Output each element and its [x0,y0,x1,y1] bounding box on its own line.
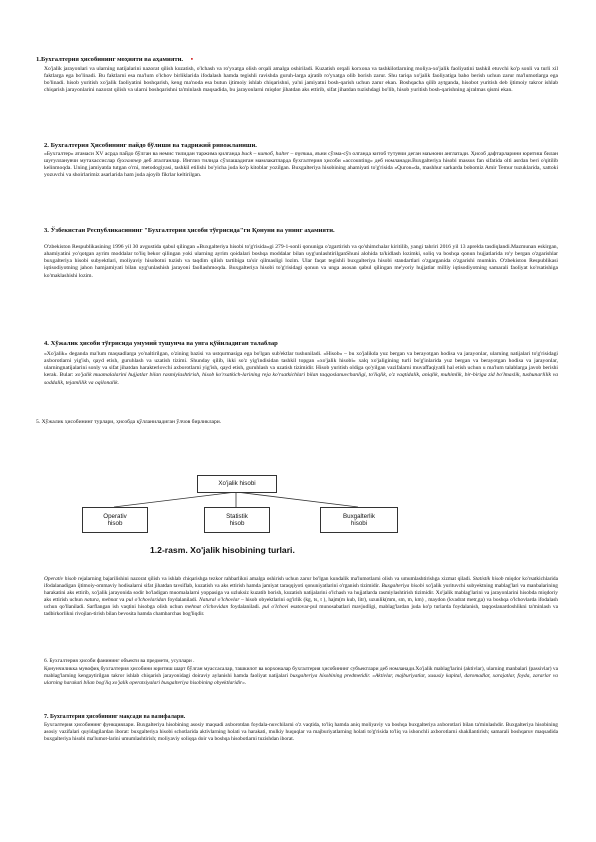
diagram-box-buxgalterlik-line1: Buxgalterlik [343,512,375,520]
section-6-body [44,666,558,687]
section-5-title: 5. Хўжалик ҳисобининг турлари, ҳисобда қўлланиладиган ўлчов бирликлари. [36,419,222,425]
term-natural: Natural o'lchovlar [199,596,240,603]
section-2-text-3: деб аталганлар. Инглиз тилида сўзлашадиган мамлакатларда бухгалтерия ҳисоби «accounting» деб номланади.Buxgalteriya hisobi massus fan sifatida olti asrdan beri o'qitilib kelinmoqda. Uning jamiyatda tutgan o'rni, metodogiyasi, tashkil etilishi bo'yicha juda ko'p kitoblar yozilgan. Buxgalteriya hisobining ahamiyati to'g'risida «Quron»da, mashhur sarkarda bobomiz Amir Temur tuzuklarida, xattoki yozuvchi va shoirlarimiz asarlarida ham juda ajoyib fikrlar keltirilgan. [44,158,559,179]
section-2-text-2: яъни сўзма-сўз олганда китоб тутувчи деган маънони англатади. Ҳисоб дафтарларини юритиш билан шуғулланувчи мутахассислар [44,151,558,165]
term-pul: pul o'lchovi [262,603,289,610]
section-5-text-7: foydalaniladi. [228,603,263,610]
section-5-text-4: va [117,596,127,603]
section-1-title-text: 1.Бухгалтерия ҳисобининг моҳияти ва аҳамияти. [36,56,184,63]
section-5-text-1: rejalarning bajarilishini nazorat qilish va ishlab chiqarishga tezkor rahbarlikni amalga oshirish uchun zarur bo'lgan kundalik ma'lumotlarni olish va umumlashtirishga xizmat qiladi. [76,576,473,582]
section-4-title: 4. Хўжалик ҳисоби тўғрисида умумий тушунча ва унга қўйиладиган талаблар [44,340,278,347]
section-5-body [44,576,558,617]
term-pul-olchovlari: pul o'lchovlaridan [126,596,167,603]
diagram-caption: 1.2-rasm. Xo'jalik hisobining turlari. [150,545,295,555]
section-4-text: «Xo'jalik» deganda ma'lum maqsadlarga yo'naltirilgan, o'zining bazisi va ustqurmasiga ega bo'lgan sub'ektlar tushuniladi. «Hisob» – bu xo'jalikda yuz bergan va berayotgan hodisa va jarayonlar, ularning natijalari to'g'risidagi axborotlarni yig'ish, qayd etish, guruhlash va uzatish tizimi. Shunday qilib, ikki so'z yig'indisidan tashkil topgan «xo'jalik hisobi» xalq xo'jaligining turli bo'g'inlarida yuz bergan va berayotgan hodisa va jarayonlar, ularningnatijalarini sonly va sifat jihatdan harakterlovchi axborotlarni yig'ish, qayd etish, guruhlash va uzatish tizimidir. Hisob yuritish oldiga qo'yilgan vazifalarni muvaffaqiyatli hal etish uchun u ma'lum talablarga javob berishi kerak. Bular: [44,351,558,379]
diagram-box-root [197,475,277,493]
term-buxgalteriya: Buxgalteriya hisobi [381,582,425,589]
section-4-text-italic: xo'jalik muamalalarini hujjatlar bilan rasmiylashtirish, hisob ko'rsatkich-larining reja ko'rsatkichlari bilan taqqoslanuvchanligi, to'liqlik, o'z vaqtidalik, aniqlik, muhimlik, bir-biriga zid bo'lmaslik, tushunarlilik va soddalik, tejamlilik va oqilonalik. [44,372,558,386]
section-1-body: Xo'jalik jarayonlari va ularning natijalarini nazorat qilish kuzatish, o'lchash va ro'yxatga olish orqali amalga oshiriladi. Kuzatish orqali korxona va tashkilotlarning moliya-xo'jalik faoliyatini tashkil etuvchi ko'p sonli va turli xil faktlarga ega bo'linadi. Bu faktlarni esa ma'lum o'lchov birliklarida ifodalash hamda tegishli ravishda guruh-larga ajratib ro'yxatga olib borish zarur. Shu tariqa xo'jalik faoliyatiga baho berish uchun zarur ma'lumotlarga ega bo'linadi. hisob yuritish xo'jalik faoliyatini boshqarish, keng ma'noda esa butun ijtimoiy ishlab chiqarishni, ya'ni jamiyatni bosh-qarish uchun zarur ekan. Boshqacha qilib aytganda, hisobot yuritish deb ijtimoiy takror ishlab chiqarish jarayonlarini nazorat qilish va ularni boshqarishni ta'minlash maqsadida, bu jarayonlarni miqdor jihatdan aks ettirib, sifat jihatdan tuzishdagi bo'lib, hisob yuritish bosh-qarishning ajralmas qismi ekan. [44,66,558,94]
section-2-title: 2. Бухгалтерия Ҳисобининг пайдо бўлиши ва тадрижий ривожланиши. [44,142,257,149]
section-2-text-italic-1: buck – китоб, halter – тутиш, [239,151,314,157]
section-5-text-5: foydalaniladi. [166,596,200,603]
section-3-body: O'zbekiston Respublikasining 1996 yil 30 avgustida qabul qilingan «Buxgalteriya hisobi to'g'risida»gi 279-1-sonli qonuniga o'zgartirish va qo'shimchalar kiritilib, yangi tahriri 2016 yil 13 aprelda tasdiqlandi.Mazmunan eskirgan, ahamiyatini yo'qotgan ayrim moddalar to'liq bekor qilingan yoki ularning ayrim qoidalari boshqa moddalar bilan uyg'unlashtirilganShuni alohida ta'kidlash lozimki, soliq va boshqa qonun hujjatlarida ro'y bergan o'zgarishlar buxgalteriya hisobi subyektlari, moliyaviy hisobotni tuzish va taqdim qilish tartibiga ta'sir qilmasligi lozim. Ular faqat tegishli buxgalteriya hisobi standartlari o'zgarganida o'zgarishi mumkin. O'zbekiston Respublikasi iqtisodiyotning jahon hamjamiyati bilan uyg'unlashish jarayoni faollashmoqda. Buxgalteriya hisobi to'g'risidagi qonun va unga asosan qabul qilingan me'yoriy hujjatlar milliy iqtisodiyotning samarali faoliyat ko'rsatishiga ko'maklashishi lozim. [44,244,558,279]
section-6-text: Қонунчиликка мувофиқ бухгалтерия ҳисобини юритиш шарт бўлган муассасалар, ташкилот ва корхоналар бухгалтерия ҳисобининг субъектлари деб номланади.Xo'jalik mablag'larini (aktivlar), ularning manbalari (passivlar) va mablag'larning kengaytirilgan takror ishlab chiqarish jarayonidagi doiraviy aylanishi hamda faoliyat natijalari [44,666,558,679]
diagram-box-statistik-line2: hisob [229,520,245,527]
section-5-text-3: xo'jalik yurituvchi subyektning mablag'lari va manbalarining harakatini aks ettirib, xo'jalik jarayonida sodir bo'ladigan muomalalarni yoppasiga va uzluksiz kuzatib borish, kuzatish natijalarini o'lchash va hujjatlarda rasmiylashtirish tizimidir. Xo'jalik mablag'larini va jarayonlarini hisobda miqdoriy aks ettirish uchun [44,582,558,603]
diagram-box-operativ-line1: Operativ [103,512,127,520]
section-5-text-8: esatovar-pul munosabatlari mavjudligi, mablag'lardan juda ko'p turlarda foydalanish, taqqoslanardoshlikni ta'minlash va tadbirkorlikni rivojlan-tirish bilan bevosita hamda chambarchas bog'liqdir. [44,603,558,617]
diagram-box-operativ [82,507,148,533]
section-2-text-italic-2: бухгалтер [117,158,142,165]
connector-right [236,492,358,507]
section-3-title: 3. Ўзбекистан Республикасининг "Бухгалтерия ҳисоби тўғрисида"ги Қонуни ва унинг аҳамияти. [44,227,335,234]
diagram-box-root-label: Xo'jalik hisobi [218,480,256,488]
diagram-box-operativ-line2: hisob [107,520,123,527]
section-7-title: 7. Бухгалтерия ҳисобининг мақсади ва вазифалари. [44,714,186,720]
connector-left [114,492,236,507]
section-6-title: 6. Бухгалтерия ҳисоби фанининг объекти ва предмети, усуллари . [44,658,195,664]
section-6-text-italic: buxgalteriya hisobining predmetidir. «Aktivlar, majburiyatlar, xususiy kapital, daromadlar, xarajatlar, foyda, zararlar va ularning harakati bilan bog'liq xo'jalik operatsiyalari buxgalteriya hisobining obyektlaridir». [44,672,558,686]
diagram-box-buxgalterlik [320,507,398,533]
section-5-text-2: miqdor ko'rsatkichlarida ifodalanadigan ijtimoiy-ommaviy hodisalarni sifat jihatdan tavsiflab, kuzatish va aks ettirish hamda jamiyat taraqqiyoti qonuniyatlarini o'rganish tizimidir. [44,576,558,589]
term-mehnat: mehnat o'lchovidan [185,603,229,610]
section-2-text-1: «Бухгалтер» атамаси XV асрда пайдо бўлган ва немис тилидан таржима қилганда [44,151,240,157]
term-statistik: Statistik hisob [472,576,504,582]
section-5-text-6: – hisob obyektlarini og'irlik (kg, ts, t ), hajm(m kub, litr), uzunlik(mm, sm, m, km) , maydon (kvadrat metr,ga) va boshqa o'lchovlarda ifodalash uchun qo'llaniladi. Sarflangan ish vaqtini hisobga olish uchun [44,596,559,610]
diagram-box-statistik [204,507,270,533]
term-natura-mehnat: natura, mehnat [84,596,118,603]
diagram-box-buxgalterlik-line2: hisobi [350,520,368,527]
section-7-body: Бухгалтерия ҳисобининг функциялари. Buxgalteriya hisobining asosiy maqsadi axborotdan foydala-nuvchilarni o'z vaqtida, to'liq hamda aniq moliyaviy va boshqa buxgalteriya axborotlari bilan ta'minlashdir. Buxgalteriya hisobining asosiy vazifalari quyidagilardan iborat: buxgalteriya hisobi schotlarida aktivlarning holati va harakati, mulkiy huquqlar va majburiyatlarning holati to'g'risida to'liq va ishonchli axborotlarni shakllantirish; samarali boshqaruv maqsadida buxgalteriya hisobi ma'lumot-larini umumlashtirish; moliyaviy soliqqa doir va boshqa hisobotlarni tuzishdan iborat. [44,722,558,742]
red-bullet-icon: • [190,56,194,63]
term-operativ: Operativ hisob [44,576,77,582]
diagram-box-statistik-line1: Statistik [226,512,248,520]
